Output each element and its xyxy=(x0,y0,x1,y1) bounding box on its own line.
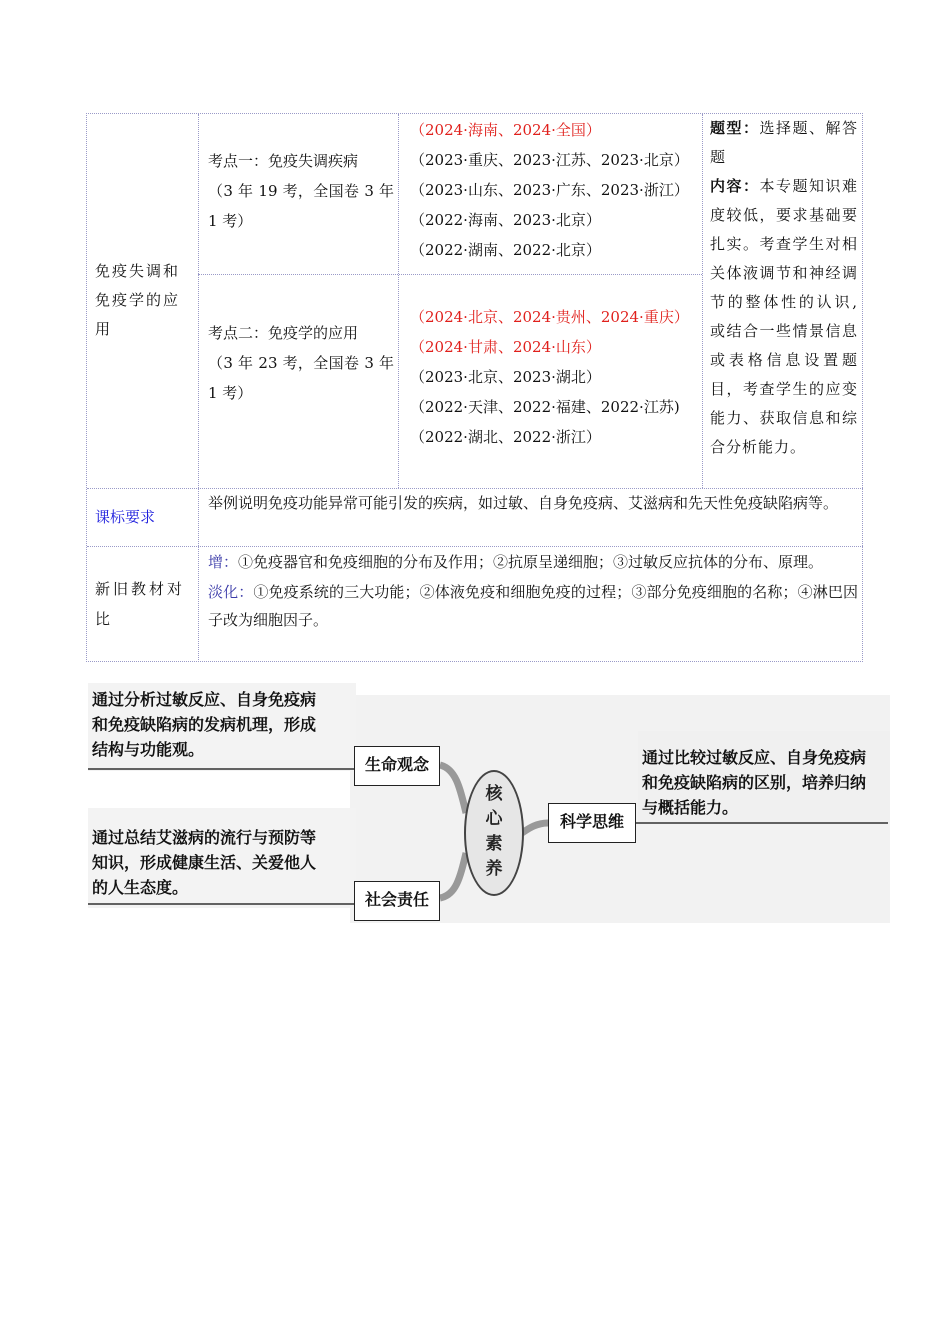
topic-label: 免疫失调和免疫学的应用 xyxy=(95,262,181,338)
kaodian-2-title: 考点二：免疫学的应用 xyxy=(208,324,359,342)
exam-line: （2022·湖南、2022·北京） xyxy=(410,241,601,259)
exam-line-red: （2024·海南、2024·全国） xyxy=(410,121,601,139)
kaodian-1 xyxy=(208,146,394,236)
zeng-line xyxy=(208,548,858,576)
kaodian-2-exams xyxy=(410,302,700,452)
kebiao-label: 课标要求 xyxy=(95,508,156,526)
kaodian-1-title: 考点一：免疫失调疾病 xyxy=(208,152,359,170)
kaodian-2 xyxy=(208,318,394,408)
exam-line: （2023·山东、2023·广东、2023·浙江） xyxy=(410,181,689,199)
exam-line-red: （2024·甘肃、2024·山东） xyxy=(410,338,601,356)
side-description xyxy=(710,114,858,462)
core-literacy-mindmap xyxy=(88,683,890,923)
kexue-text: 通过比较过敏反应、自身免疫病 和免疫缺陷病的区别，培养归纳 与概括能力。 xyxy=(642,748,867,817)
neirong-text: 本专题知识难度较低，要求基础要扎实。考查学生对相关体液调节和神经调节的整体性的认识,或结合一些情景信息或表格信息设置题目，考查学生的应变能力、获取信息和综合分析能力。 xyxy=(710,177,858,456)
tixing-label: 题型： xyxy=(710,119,760,137)
zeng-label: 增： xyxy=(208,553,239,571)
kaodian-1-sub: （3 年 19 考，全国卷 3 年 1 考） xyxy=(208,182,394,230)
xinjiu-label: 新旧教材对比 xyxy=(95,580,186,628)
xinjiu-text xyxy=(208,548,858,634)
shehui-box: 社会责任 xyxy=(354,881,440,921)
shengming-box: 生命观念 xyxy=(354,746,440,786)
exam-line: （2022·天津、2022·福建、2022·江苏) xyxy=(410,398,680,416)
shengming-text: 通过分析过敏反应、自身免疫病 和免疫缺陷病的发病机理，形成 结构与功能观。 xyxy=(92,690,317,759)
exam-line: （2023·北京、2023·湖北） xyxy=(410,368,601,386)
danhua-label: 淡化： xyxy=(208,583,254,601)
exam-line: （2022·湖北、2022·浙江） xyxy=(410,428,601,446)
neirong-label: 内容： xyxy=(710,177,760,195)
kebiao-text: 举例说明免疫功能异常可能引发的疾病，如过敏、自身免疫病、艾滋病和先天性免疫缺陷病等。 xyxy=(208,494,839,512)
topic-table xyxy=(86,113,863,662)
zeng-text: ①免疫器官和免疫细胞的分布及作用；②抗原呈递细胞；③过敏反应抗体的分布、原理。 xyxy=(238,553,824,571)
tixing-text: 选择题、解答题 xyxy=(710,119,858,166)
exam-line: （2023·重庆、2023·江苏、2023·北京） xyxy=(410,151,689,169)
exam-line: （2022·海南、2023·北京） xyxy=(410,211,601,229)
exam-line-red: （2024·北京、2024·贵州、2024·重庆） xyxy=(410,308,689,326)
danhua-line xyxy=(208,578,858,634)
core-ellipse: 核 心 素 养 xyxy=(464,770,524,896)
shehui-text: 通过总结艾滋病的流行与预防等 知识，形成健康生活、关爱他人 的人生态度。 xyxy=(92,828,317,897)
kaodian-2-sub: （3 年 23 考，全国卷 3 年 1 考） xyxy=(208,354,394,402)
danhua-text: ①免疫系统的三大功能；②体液免疫和细胞免疫的过程；③部分免疫细胞的名称；④淋巴因子改为细胞因子。 xyxy=(208,583,858,629)
kaodian-1-exams xyxy=(410,115,700,265)
kexue-box: 科学思维 xyxy=(548,803,636,843)
